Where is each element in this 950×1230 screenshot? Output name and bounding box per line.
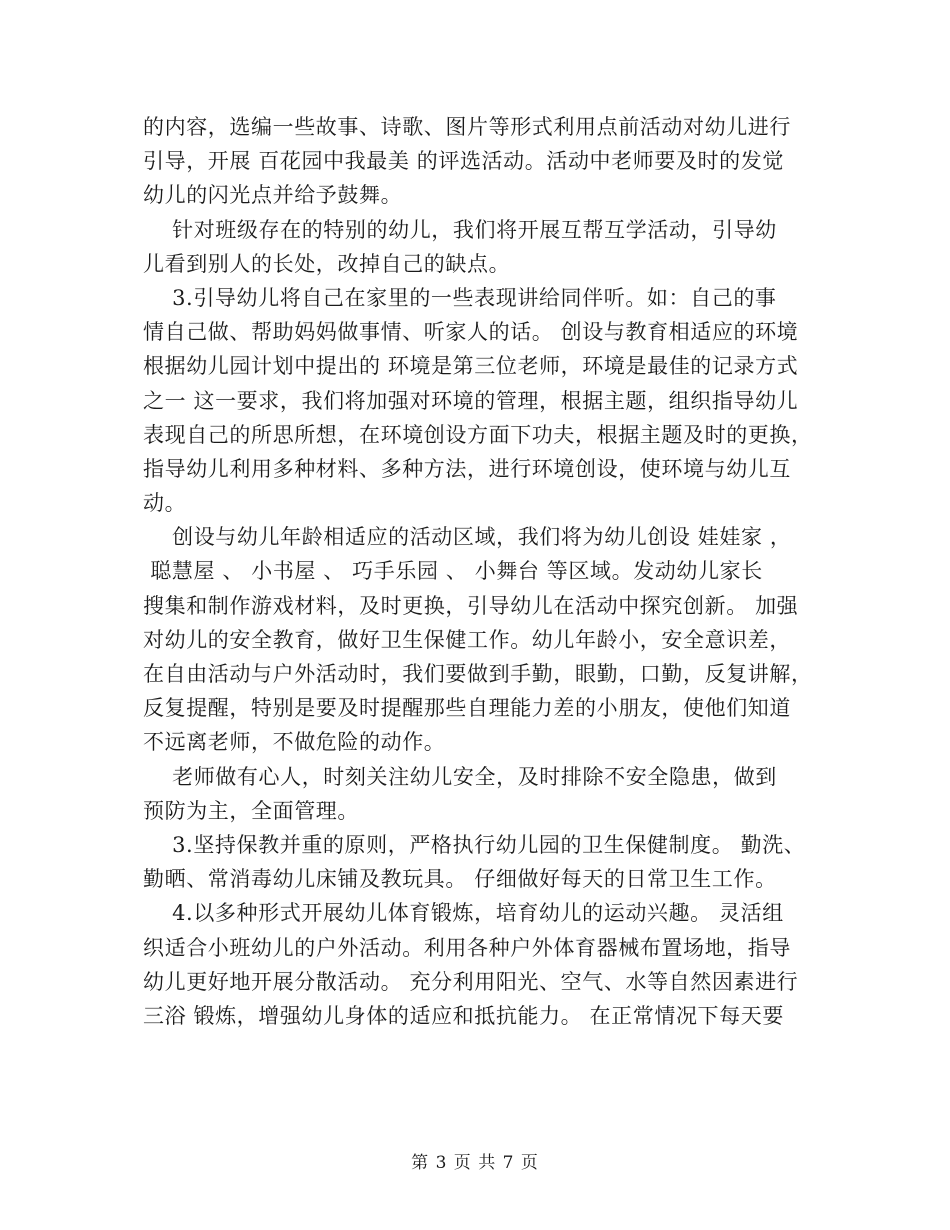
text-line: 之一 这一要求，我们将加强对环境的管理，根据主题，组织指导幼儿 <box>143 388 799 413</box>
text-line: 三浴 锻炼，增强幼儿身体的适应和抵抗能力。 在正常情况下每天要 <box>143 1003 784 1028</box>
text-line: 织适合小班幼儿的户外活动。利用各种户外体育器械布置场地，指导 <box>143 935 791 960</box>
text-line: 3.坚持保教并重的原则，严格执行幼儿园的卫生保健制度。 勤洗、 <box>143 832 806 857</box>
text-line: 的内容，选编一些故事、诗歌、图片等形式利用点前活动对幼儿进行 <box>143 115 791 139</box>
text-line: 根据幼儿园计划中提出的 环境是第三位老师，环境是最佳的记录方式 <box>143 354 799 379</box>
text-line: 勤晒、常消毒幼儿床铺及教玩具。 仔细做好每天的日常卫生工作。 <box>143 867 777 892</box>
text-line: 动。 <box>143 491 187 516</box>
text-line: 搜集和制作游戏材料，及时更换，引导幼儿在活动中探究创新。 加强 <box>143 593 799 618</box>
text-line: 3.引导幼儿将自己在家里的一些表现讲给同伴听。如：自己的事 <box>143 285 777 310</box>
text-line: 幼儿更好地开展分散活动。 充分利用阳光、空气、水等自然因素进行 <box>143 969 799 994</box>
text-line: 表现自己的所思所想，在环境创设方面下功夫，根据主题及时的更换， <box>143 422 813 447</box>
text-line: 指导幼儿利用多种材料、多种方法，进行环境创设，使环境与幼儿互 <box>143 456 791 481</box>
text-line: 聪慧屋 、 小书屋 、 巧手乐园 、 小舞台 等区域。发动幼儿家长 <box>143 559 763 584</box>
text-line: 针对班级存在的特别的幼儿，我们将开展互帮互学活动，引导幼 <box>143 217 777 242</box>
text-line: 反复提醒，特别是要及时提醒那些自理能力差的小朋友，使他们知道 <box>143 696 791 721</box>
text-line: 在自由活动与户外活动时，我们要做到手勤，眼勤，口勤，反复讲解， <box>143 662 813 686</box>
text-line: 对幼儿的安全教育，做好卫生保健工作。幼儿年龄小，安全意识差， <box>143 627 791 652</box>
text-line: 引导，开展 百花园中我最美 的评选活动。活动中老师要及时的发觉 <box>143 149 784 174</box>
text-line: 情自己做、帮助妈妈做事情、听家人的话。 创设与教育相适应的环境 <box>143 320 799 345</box>
text-line: 4.以多种形式开展幼儿体育锻炼，培育幼儿的运动兴趣。 灵活组 <box>143 901 784 926</box>
text-line: 创设与幼儿年龄相适应的活动区域，我们将为幼儿创设 娃娃家 ， <box>143 525 792 550</box>
text-line: 预防为主，全面管理。 <box>143 798 359 823</box>
text-line: 老师做有心人，时刻关注幼儿安全，及时排除不安全隐患，做到 <box>143 764 777 789</box>
text-line: 儿看到别人的长处，改掉自己的缺点。 <box>143 251 511 276</box>
body-text <box>143 110 823 1033</box>
text-line: 不远离老师，不做危险的动作。 <box>143 730 446 755</box>
page-number-footer: 第 3 页 共 7 页 <box>411 1153 539 1173</box>
text-line: 幼儿的闪光点并给予鼓舞。 <box>143 183 403 208</box>
